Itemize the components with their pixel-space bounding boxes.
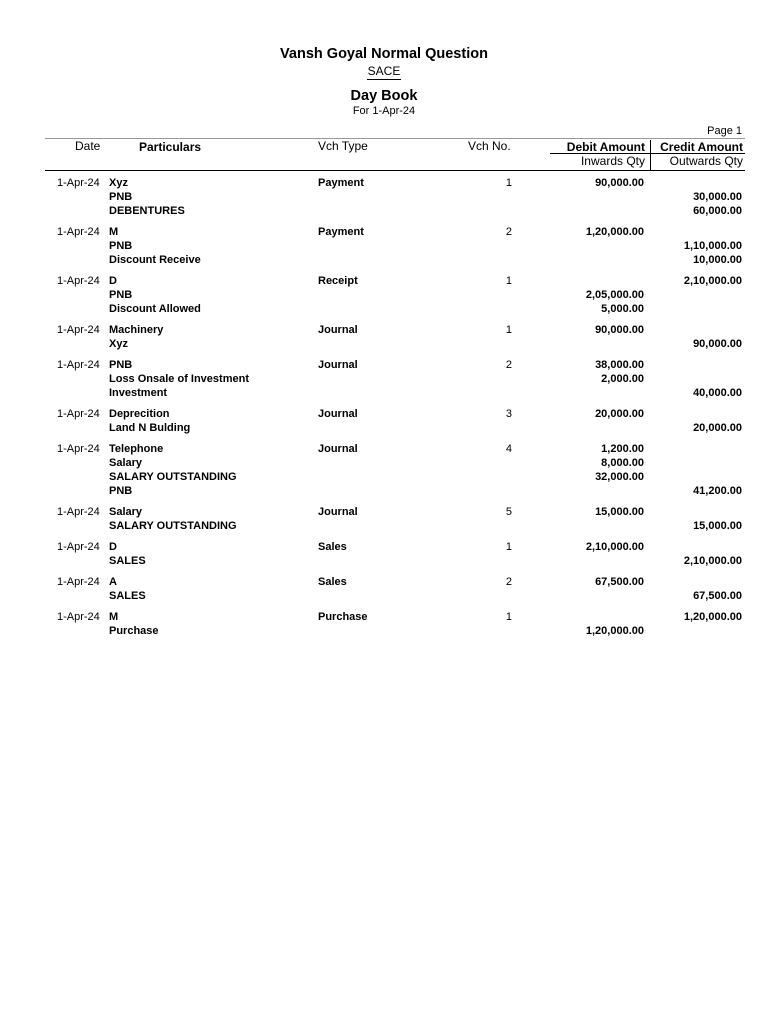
ledger-name: PNB [109, 289, 133, 301]
debit-amount: 1,20,000.00 [585, 625, 644, 637]
credit-amount: 90,000.00 [693, 338, 742, 350]
voucher-ledger-line [0, 519, 768, 533]
voucher-ledger-line [0, 554, 768, 568]
voucher-number: 4 [505, 443, 512, 455]
ledger-name: SALES [109, 555, 146, 567]
voucher-entry [0, 323, 768, 351]
credit-amount: 30,000.00 [693, 191, 742, 203]
voucher-date: 1-Apr-24 [57, 408, 100, 420]
amount-column-separator [650, 140, 651, 170]
voucher-entry [0, 540, 768, 568]
voucher-type: Receipt [318, 275, 358, 287]
voucher-ledger-line [0, 589, 768, 603]
voucher-number: 2 [505, 576, 512, 588]
ledger-name: PNB [109, 359, 133, 371]
voucher-number: 2 [505, 359, 512, 371]
ledger-name: Xyz [109, 177, 128, 189]
voucher-date: 1-Apr-24 [57, 541, 100, 553]
ledger-name: D [109, 541, 117, 553]
credit-amount: 60,000.00 [693, 205, 742, 217]
col-outwards-header: Outwards Qty [669, 154, 743, 168]
ledger-name: Salary [109, 506, 143, 518]
voucher-number: 2 [505, 226, 512, 238]
voucher-number: 1 [505, 611, 512, 623]
voucher-entry [0, 505, 768, 533]
voucher-main-line [0, 407, 768, 421]
col-debit-header: Debit Amount [566, 140, 645, 154]
credit-amount: 1,10,000.00 [683, 240, 742, 252]
voucher-main-line [0, 610, 768, 624]
voucher-main-line [0, 575, 768, 589]
col-vch-type-header: Vch Type [318, 139, 368, 153]
ledger-name: Investment [109, 387, 168, 399]
voucher-type: Sales [318, 576, 347, 588]
ledger-name: Xyz [109, 338, 128, 350]
ledger-name: SALARY OUTSTANDING [109, 520, 237, 532]
credit-amount: 2,10,000.00 [683, 555, 742, 567]
voucher-entry [0, 358, 768, 400]
voucher-type: Journal [318, 506, 358, 518]
voucher-date: 1-Apr-24 [57, 443, 100, 455]
voucher-ledger-line [0, 456, 768, 470]
voucher-main-line [0, 358, 768, 372]
credit-amount: 1,20,000.00 [683, 611, 742, 623]
voucher-date: 1-Apr-24 [57, 611, 100, 623]
voucher-entry [0, 225, 768, 267]
ledger-name: Deprecition [109, 408, 170, 420]
voucher-type: Journal [318, 359, 358, 371]
credit-amount: 15,000.00 [693, 520, 742, 532]
debit-amount: 15,000.00 [595, 506, 644, 518]
header-bottom-rule [45, 170, 745, 171]
credit-amount: 67,500.00 [693, 590, 742, 602]
ledger-name: Discount Receive [109, 254, 201, 266]
voucher-date: 1-Apr-24 [57, 324, 100, 336]
voucher-number: 1 [505, 324, 512, 336]
voucher-entry [0, 274, 768, 316]
voucher-main-line [0, 442, 768, 456]
credit-amount: 41,200.00 [693, 485, 742, 497]
col-date-header: Date [75, 139, 101, 153]
voucher-ledger-line [0, 484, 768, 498]
ledger-name: M [109, 226, 119, 238]
voucher-type: Journal [318, 443, 358, 455]
voucher-date: 1-Apr-24 [57, 506, 100, 518]
voucher-date: 1-Apr-24 [57, 177, 100, 189]
voucher-main-line [0, 540, 768, 554]
col-vch-no-header: Vch No. [468, 139, 511, 153]
voucher-ledger-line [0, 337, 768, 351]
voucher-ledger-line [0, 470, 768, 484]
report-period: For 1-Apr-24 [352, 105, 416, 117]
col-particulars-header: Particulars [139, 140, 202, 154]
debit-amount: 8,000.00 [601, 457, 644, 469]
voucher-main-line [0, 274, 768, 288]
debit-amount: 90,000.00 [595, 177, 644, 189]
ledger-name: Salary [109, 457, 143, 469]
daybook-entries [0, 176, 768, 638]
voucher-date: 1-Apr-24 [57, 275, 100, 287]
voucher-entry [0, 176, 768, 218]
voucher-ledger-line [0, 421, 768, 435]
voucher-ledger-line [0, 204, 768, 218]
voucher-entry [0, 575, 768, 603]
ledger-name: Telephone [109, 443, 164, 455]
voucher-number: 1 [505, 541, 512, 553]
col-inwards-header: Inwards Qty [580, 154, 645, 168]
voucher-entry [0, 610, 768, 638]
header-top-rule [45, 138, 745, 139]
voucher-ledger-line [0, 239, 768, 253]
voucher-main-line [0, 505, 768, 519]
voucher-type: Purchase [318, 611, 368, 623]
voucher-ledger-line [0, 372, 768, 386]
report-title: Day Book [350, 88, 418, 104]
voucher-date: 1-Apr-24 [57, 226, 100, 238]
ledger-name: PNB [109, 485, 133, 497]
debit-amount: 2,05,000.00 [585, 289, 644, 301]
credit-amount: 10,000.00 [693, 254, 742, 266]
ledger-name: SALARY OUTSTANDING [109, 471, 237, 483]
voucher-ledger-line [0, 253, 768, 267]
voucher-number: 3 [505, 408, 512, 420]
voucher-ledger-line [0, 386, 768, 400]
ledger-name: A [109, 576, 117, 588]
voucher-type: Payment [318, 177, 364, 189]
debit-amount: 32,000.00 [595, 471, 644, 483]
ledger-name: D [109, 275, 117, 287]
company-subtitle-text: SACE [367, 64, 401, 78]
ledger-name: SALES [109, 590, 146, 602]
company-subtitle [0, 64, 768, 80]
voucher-number: 1 [505, 275, 512, 287]
debit-amount: 2,10,000.00 [585, 541, 644, 553]
voucher-main-line [0, 225, 768, 239]
voucher-main-line [0, 323, 768, 337]
ledger-name: DEBENTURES [109, 205, 185, 217]
voucher-number: 5 [505, 506, 512, 518]
debit-amount: 20,000.00 [595, 408, 644, 420]
debit-amount: 2,000.00 [601, 373, 644, 385]
ledger-name: M [109, 611, 119, 623]
ledger-name: PNB [109, 240, 133, 252]
voucher-type: Journal [318, 324, 358, 336]
voucher-ledger-line [0, 190, 768, 204]
voucher-ledger-line [0, 288, 768, 302]
voucher-type: Journal [318, 408, 358, 420]
voucher-entry [0, 442, 768, 498]
voucher-date: 1-Apr-24 [57, 576, 100, 588]
voucher-number: 1 [505, 177, 512, 189]
ledger-name: Land N Bulding [109, 422, 191, 434]
col-credit-header: Credit Amount [660, 140, 743, 154]
ledger-name: PNB [109, 191, 133, 203]
credit-amount: 2,10,000.00 [683, 275, 742, 287]
ledger-name: Purchase [109, 625, 159, 637]
voucher-ledger-line [0, 624, 768, 638]
debit-amount: 90,000.00 [595, 324, 644, 336]
company-name: Vansh Goyal Normal Question [280, 46, 488, 62]
debit-amount: 1,200.00 [601, 443, 644, 455]
ledger-name: Machinery [109, 324, 164, 336]
credit-amount: 20,000.00 [693, 422, 742, 434]
voucher-main-line [0, 176, 768, 190]
page-number: Page 1 [707, 125, 742, 137]
debit-amount: 67,500.00 [595, 576, 644, 588]
ledger-name: Discount Allowed [109, 303, 201, 315]
credit-amount: 40,000.00 [693, 387, 742, 399]
debit-amount: 5,000.00 [601, 303, 644, 315]
voucher-type: Payment [318, 226, 364, 238]
ledger-name: Loss Onsale of Investment [109, 373, 249, 385]
voucher-type: Sales [318, 541, 347, 553]
debit-amount: 1,20,000.00 [585, 226, 644, 238]
voucher-entry [0, 407, 768, 435]
debit-amount: 38,000.00 [595, 359, 644, 371]
voucher-ledger-line [0, 302, 768, 316]
voucher-date: 1-Apr-24 [57, 359, 100, 371]
